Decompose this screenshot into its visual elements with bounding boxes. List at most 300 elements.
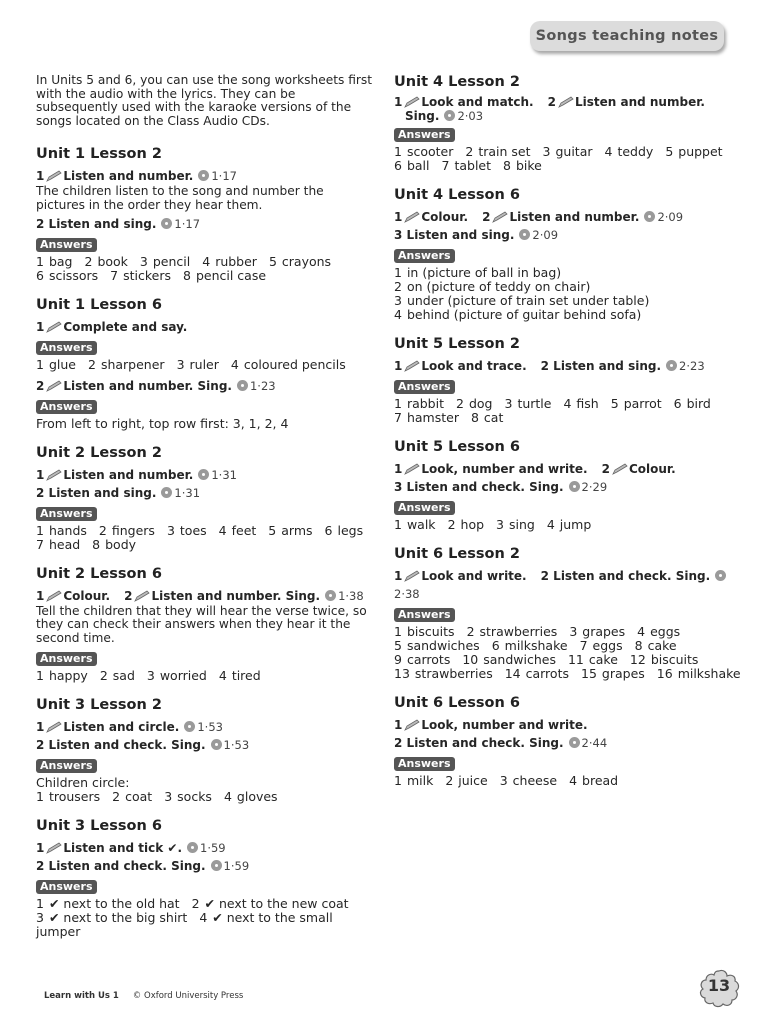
- answer-number: 11: [567, 652, 584, 667]
- answer-word: legs: [337, 522, 364, 538]
- pencil-icon: [45, 841, 62, 853]
- instruction-number: 1: [394, 569, 403, 583]
- track-number: 1·31: [211, 467, 237, 482]
- answer-number: 4: [218, 668, 227, 684]
- answer-number: 3: [504, 396, 513, 411]
- instruction-text: Look, number and write.: [421, 462, 588, 476]
- right-column: [394, 74, 739, 802]
- answer-word: behind (picture of guitar behind sofa): [406, 307, 642, 322]
- instruction: [394, 460, 739, 478]
- answer-number: 5: [268, 522, 277, 538]
- instruction-text: Listen and check. Sing.: [553, 569, 711, 583]
- answer-number: 5: [394, 638, 402, 653]
- answer-word: crayons: [281, 253, 332, 269]
- instruction-number: 1: [36, 841, 45, 856]
- answers-badge: Answers: [394, 501, 455, 515]
- answer-word: coat: [125, 789, 153, 805]
- instruction-number: 1: [394, 462, 403, 476]
- unit-title: Unit 4 Lesson 6: [394, 187, 520, 203]
- page-number-badge: [697, 968, 741, 1008]
- answer-number: 2: [191, 896, 200, 912]
- answers-badge: Answers: [36, 238, 97, 252]
- answer-number: 9: [394, 652, 402, 667]
- answer-number: 4: [199, 910, 208, 926]
- answer-word: parrot: [623, 396, 662, 411]
- unit-2-lesson-6: [36, 566, 376, 684]
- answer-line: [36, 524, 376, 538]
- answer-word: rabbit: [406, 396, 444, 411]
- answer-word: ✔ next to the big shirt: [48, 910, 188, 926]
- instruction-number: 2: [540, 359, 549, 373]
- track-number: 1·38: [338, 588, 364, 603]
- instruction-text: Colour.: [628, 462, 676, 476]
- answer-word: eggs: [592, 638, 623, 653]
- pencil-icon: [45, 379, 62, 391]
- answer-number: 2: [84, 253, 93, 269]
- answers-badge: Answers: [394, 249, 455, 263]
- instruction-number: 1: [36, 588, 45, 603]
- answer-line: [394, 294, 739, 308]
- answer-lines: [394, 266, 739, 322]
- instruction-number: 2: [36, 738, 45, 753]
- answer-number: 6: [673, 396, 682, 411]
- unit-6-lesson-6: [394, 695, 739, 788]
- instruction-number: 2: [547, 95, 556, 109]
- answer-word: grapes: [582, 624, 626, 639]
- answer-number: 2: [112, 789, 121, 805]
- answer-word: scooter: [406, 144, 454, 159]
- answer-line: [36, 776, 376, 804]
- instruction-number: 1: [36, 467, 45, 482]
- teacher-note: The children listen to the song and number the pictures in the order they hear them.: [36, 184, 324, 212]
- answers-badge: Answers: [394, 757, 455, 771]
- answer-word: cake: [588, 652, 618, 667]
- pencil-icon: [403, 718, 420, 730]
- instruction-text: Look, number and write.: [421, 718, 588, 732]
- left-column: [36, 74, 376, 953]
- answer-number: 7: [36, 536, 44, 552]
- instruction-number: 2: [124, 588, 133, 603]
- instruction-text: Listen and number.: [63, 169, 194, 184]
- instruction: [394, 208, 739, 226]
- answer-word: turtle: [517, 396, 552, 411]
- pencil-icon: [403, 96, 420, 108]
- unit-4-lesson-6: [394, 187, 739, 322]
- answer-number: 1: [394, 517, 402, 532]
- track-number: 2·44: [581, 736, 608, 750]
- answer-number: 1: [394, 265, 402, 280]
- answer-word: gloves: [236, 789, 278, 805]
- answer-word: milkshake: [504, 638, 568, 653]
- answer-number: 2: [98, 522, 107, 538]
- answer-text: From left to right, top row first: 3, 1, 2, 4: [36, 415, 289, 431]
- instruction-number: 1: [394, 210, 403, 224]
- instruction-text: Colour.: [421, 210, 469, 224]
- track-number: 2·38: [394, 587, 420, 601]
- unit-5-lesson-2: [394, 336, 739, 425]
- audio-cd-icon: [211, 860, 222, 871]
- instruction: [394, 95, 739, 123]
- answer-line: [394, 625, 739, 639]
- instruction-text: Listen and circle.: [63, 720, 180, 735]
- instruction-text: Listen and check. Sing.: [48, 738, 206, 753]
- answer-number: 8: [470, 410, 479, 425]
- pencil-icon: [45, 169, 62, 181]
- pencil-icon: [403, 210, 420, 222]
- answer-line: [36, 538, 376, 552]
- audio-cd-icon: [198, 469, 209, 480]
- answers-badge: Answers: [394, 128, 455, 142]
- instruction-text: Complete and say.: [63, 319, 188, 334]
- answer-line: [394, 774, 739, 788]
- instruction-text: Colour.: [63, 588, 111, 603]
- answer-number: 1: [36, 668, 44, 684]
- instruction-text: Listen and sing.: [48, 216, 157, 231]
- answer-number: 3: [542, 144, 551, 159]
- instruction: [394, 357, 739, 375]
- unit-5-lesson-6: [394, 439, 739, 532]
- unit-6-lesson-2: [394, 546, 739, 681]
- answer-number: 2: [456, 396, 464, 411]
- answer-word: socks: [177, 789, 212, 805]
- answer-number: 16: [656, 666, 673, 681]
- answer-word: sharpener: [100, 356, 165, 372]
- instruction-text: Listen and check. Sing.: [406, 480, 564, 494]
- answer-number: 3: [499, 773, 508, 788]
- instruction: [394, 734, 739, 752]
- track-number: 1·59: [223, 859, 250, 874]
- answer-number: 4: [223, 789, 232, 805]
- answer-word: bird: [686, 396, 711, 411]
- answer-line: [394, 145, 739, 159]
- footer: [44, 991, 243, 1001]
- instruction: [394, 716, 739, 734]
- unit-3-lesson-2: [36, 697, 376, 804]
- audio-cd-icon: [569, 737, 580, 748]
- track-number: 1·59: [200, 841, 226, 856]
- answer-line: [36, 255, 376, 269]
- answer-number: 15: [581, 666, 597, 681]
- instruction-text: Listen and check. Sing.: [48, 859, 206, 874]
- answer-word: tired: [231, 668, 261, 684]
- answer-number: 7: [394, 410, 402, 425]
- answer-word: strawberries: [414, 666, 493, 681]
- answer-word: bread: [582, 773, 619, 788]
- unit-title: Unit 1 Lesson 6: [36, 296, 162, 313]
- answer-word: glue: [48, 356, 76, 372]
- answer-word: under (picture of train set under table): [406, 293, 650, 308]
- instruction-number: 2: [394, 736, 403, 750]
- unit-2-lesson-2: [36, 445, 376, 552]
- instruction-text: Listen and number.: [574, 95, 705, 109]
- answer-number: 4: [604, 144, 613, 159]
- answer-line: [394, 653, 739, 667]
- audio-cd-icon: [184, 721, 195, 732]
- instruction: [36, 215, 376, 233]
- answer-number: 4: [394, 307, 402, 322]
- answer-line: [394, 518, 739, 532]
- answer-word: sandwiches: [406, 638, 480, 653]
- unit-title: Unit 3 Lesson 2: [36, 697, 162, 714]
- answer-word: head: [48, 536, 81, 552]
- answer-word: in (picture of ball in bag): [406, 265, 562, 280]
- instruction-number: 2: [36, 859, 45, 874]
- answer-number: 7: [579, 638, 588, 653]
- answer-word: ✔ next to the small jumper: [36, 910, 333, 940]
- unit-3-lesson-6: [36, 818, 376, 939]
- unit-title: Unit 3 Lesson 6: [36, 818, 162, 835]
- answer-word: sad: [112, 668, 135, 684]
- answer-word: ✔ next to the new coat: [204, 896, 349, 912]
- answer-number: 3: [394, 293, 402, 308]
- answer-word: scissors: [48, 267, 99, 283]
- audio-cd-icon: [715, 570, 726, 581]
- instruction: [394, 478, 739, 496]
- answer-number: 2: [466, 624, 475, 639]
- answer-line: [36, 669, 376, 683]
- answer-number: 3: [36, 910, 44, 926]
- pencil-icon: [403, 462, 420, 474]
- answer-number: 1: [394, 773, 402, 788]
- answer-word: ball: [406, 158, 430, 173]
- instruction: [36, 839, 376, 857]
- answer-number: 4: [569, 773, 578, 788]
- instruction-number: 2: [601, 462, 610, 476]
- answer-number: 10: [462, 652, 479, 667]
- answers-badge: Answers: [36, 759, 97, 773]
- answer-word: hands: [48, 522, 87, 538]
- answer-number: 1: [394, 396, 402, 411]
- answer-word: biscuits: [406, 624, 455, 639]
- track-number: 2·09: [532, 228, 559, 242]
- answer-number: 3: [176, 356, 185, 372]
- track-number: 1·17: [174, 216, 201, 231]
- instruction-text: Look and match.: [421, 95, 534, 109]
- unit-1-lesson-6: [36, 297, 376, 431]
- intro-text: In Units 5 and 6, you can use the song worksheets first with the audio with the lyrics. They can be subsequently used with the karaoke versions of the songs located on the Class Audio CDs.: [36, 73, 373, 128]
- unit-title: Unit 4 Lesson 2: [394, 74, 520, 90]
- instruction-text: Listen and number.: [63, 467, 194, 482]
- audio-cd-icon: [325, 590, 336, 601]
- answer-word: carrots: [525, 666, 569, 681]
- instruction: [394, 567, 739, 603]
- answer-word: coloured pencils: [243, 356, 346, 372]
- track-number: 1·53: [223, 738, 250, 753]
- answer-number: 4: [218, 522, 227, 538]
- instruction-text: Listen and sing.: [553, 359, 662, 373]
- answer-word: train set: [478, 144, 531, 159]
- instruction: [36, 484, 376, 502]
- instruction: [36, 167, 376, 185]
- unit-title: Unit 5 Lesson 6: [394, 439, 520, 455]
- audio-cd-icon: [211, 739, 222, 750]
- audio-cd-icon: [519, 229, 530, 240]
- answer-number: 1: [394, 624, 402, 639]
- answers-badge: Answers: [394, 380, 455, 394]
- answer-number: 8: [183, 267, 191, 283]
- answers-badge: Answers: [394, 608, 455, 622]
- audio-cd-icon: [187, 842, 198, 853]
- answer-items: [36, 789, 290, 804]
- answer-number: 3: [164, 789, 173, 805]
- answer-number: 2: [445, 773, 454, 788]
- answer-word: stickers: [123, 267, 171, 283]
- answer-word: hamster: [406, 410, 459, 425]
- unit-4-lesson-2: [394, 74, 739, 173]
- audio-cd-icon: [237, 380, 248, 391]
- instruction-number: 1: [394, 359, 403, 373]
- instruction: [36, 466, 376, 484]
- audio-cd-icon: [198, 170, 209, 181]
- answer-number: 1: [36, 789, 44, 805]
- instruction-text: Listen and number. Sing.: [63, 378, 232, 393]
- answers-badge: Answers: [36, 341, 97, 355]
- answer-number: 6: [324, 522, 333, 538]
- unit-title: Unit 6 Lesson 6: [394, 695, 520, 711]
- answer-number: 4: [202, 253, 211, 269]
- answer-number: 8: [503, 158, 511, 173]
- pencil-icon: [45, 720, 62, 732]
- unit-1-lesson-2: [36, 146, 376, 282]
- answer-number: 3: [166, 522, 175, 538]
- instruction-number: 3: [394, 480, 403, 494]
- page-number: 13: [707, 976, 731, 995]
- instruction-text: Listen and check. Sing.: [406, 736, 564, 750]
- track-number: 2·23: [679, 359, 705, 373]
- answer-number: 2: [447, 517, 456, 532]
- answer-word: rubber: [215, 253, 257, 269]
- answer-number: 8: [634, 638, 643, 653]
- unit-title: Unit 2 Lesson 2: [36, 444, 162, 461]
- answers-badge: Answers: [36, 400, 97, 414]
- instruction-number: 1: [36, 319, 45, 334]
- answer-word: milkshake: [677, 666, 741, 681]
- instruction-number: 1: [394, 718, 403, 732]
- instruction-number: 2: [36, 378, 45, 393]
- answer-word: dog: [468, 396, 493, 411]
- answer-number: 1: [36, 356, 44, 372]
- answer-number: 2: [465, 144, 474, 159]
- answer-word: pencil case: [195, 267, 267, 283]
- answer-line: [394, 266, 739, 280]
- instruction: [36, 857, 376, 875]
- unit-title: Unit 1 Lesson 2: [36, 146, 162, 163]
- answers-badge: Answers: [36, 652, 97, 666]
- answer-word: feet: [231, 522, 257, 538]
- instruction-number: 1: [36, 720, 45, 735]
- answer-word: milk: [406, 773, 434, 788]
- answer-number: 2: [394, 279, 402, 294]
- answer-word: worried: [159, 668, 207, 684]
- answer-number: 2: [87, 356, 96, 372]
- instruction-text: Listen and sing.: [406, 228, 515, 242]
- answer-word: juice: [458, 773, 488, 788]
- answer-number: 5: [610, 396, 619, 411]
- answer-line: [36, 911, 376, 939]
- pencil-icon: [45, 320, 62, 332]
- answer-number: 1: [36, 522, 44, 538]
- answer-number: 6: [394, 158, 402, 173]
- answer-number: 12: [629, 652, 646, 667]
- pencil-icon: [611, 462, 628, 474]
- audio-cd-icon: [161, 218, 172, 229]
- answer-line: [394, 639, 739, 653]
- copyright: © Oxford University Press: [132, 991, 244, 1001]
- answer-line: [394, 280, 739, 294]
- answer-number: 3: [139, 253, 148, 269]
- pencil-icon: [45, 589, 62, 601]
- answer-number: 3: [496, 517, 504, 532]
- answer-prefix: Children circle:: [36, 775, 130, 791]
- unit-title: Unit 5 Lesson 2: [394, 336, 520, 352]
- instruction-text: Sing.: [405, 109, 440, 123]
- answer-word: bag: [48, 253, 73, 269]
- answer-word: bike: [515, 158, 542, 173]
- instruction-text: Listen and sing.: [48, 485, 157, 500]
- answer-line: [394, 159, 739, 173]
- answer-word: sing: [508, 517, 535, 532]
- audio-cd-icon: [644, 211, 655, 222]
- answer-word: happy: [48, 668, 88, 684]
- answer-number: 4: [546, 517, 555, 532]
- answer-number: 3: [569, 624, 578, 639]
- track-number: 2·09: [657, 210, 684, 224]
- track-number: 1·31: [174, 485, 201, 500]
- pencil-icon: [491, 210, 508, 222]
- answer-number: 4: [563, 396, 572, 411]
- answer-word: tablet: [454, 158, 492, 173]
- answer-number: 13: [394, 666, 410, 681]
- answer-word: eggs: [650, 624, 681, 639]
- audio-cd-icon: [444, 110, 455, 121]
- instruction-text: Look and write.: [421, 569, 527, 583]
- answer-word: carrots: [406, 652, 451, 667]
- answer-word: cheese: [512, 773, 558, 788]
- instruction-text: Listen and number.: [509, 210, 640, 224]
- answer-number: 1: [36, 896, 44, 912]
- book-title: Learn with Us 1: [44, 991, 119, 1001]
- instruction: [36, 587, 376, 605]
- answer-number: 5: [268, 253, 277, 269]
- answer-line: [394, 411, 739, 425]
- answer-word: fish: [576, 396, 599, 411]
- answer-word: ✔ next to the old hat: [48, 896, 180, 912]
- answer-word: strawberries: [479, 624, 558, 639]
- unit-title: Unit 6 Lesson 2: [394, 546, 520, 562]
- answer-number: 3: [146, 668, 155, 684]
- answer-line: [394, 308, 739, 322]
- answer-word: fingers: [111, 522, 155, 538]
- answer-number: 2: [99, 668, 108, 684]
- answers-badge: Answers: [36, 507, 97, 521]
- answer-number: 1: [394, 144, 402, 159]
- answer-word: ruler: [189, 356, 219, 372]
- instruction-text: Listen and number. Sing.: [151, 588, 321, 603]
- instruction: [36, 377, 376, 395]
- unit-title: Unit 2 Lesson 6: [36, 565, 162, 582]
- audio-cd-icon: [161, 487, 172, 498]
- answer-word: sandwiches: [483, 652, 556, 667]
- answer-word: book: [97, 253, 128, 269]
- answer-word: puppet: [678, 144, 723, 159]
- track-number: 2·29: [581, 480, 608, 494]
- instruction-number: 2: [36, 485, 45, 500]
- answer-number: 14: [504, 666, 521, 681]
- answer-number: 5: [665, 144, 674, 159]
- instruction-number: 3: [394, 228, 403, 242]
- audio-cd-icon: [666, 360, 677, 371]
- track-number: 1·23: [249, 378, 276, 393]
